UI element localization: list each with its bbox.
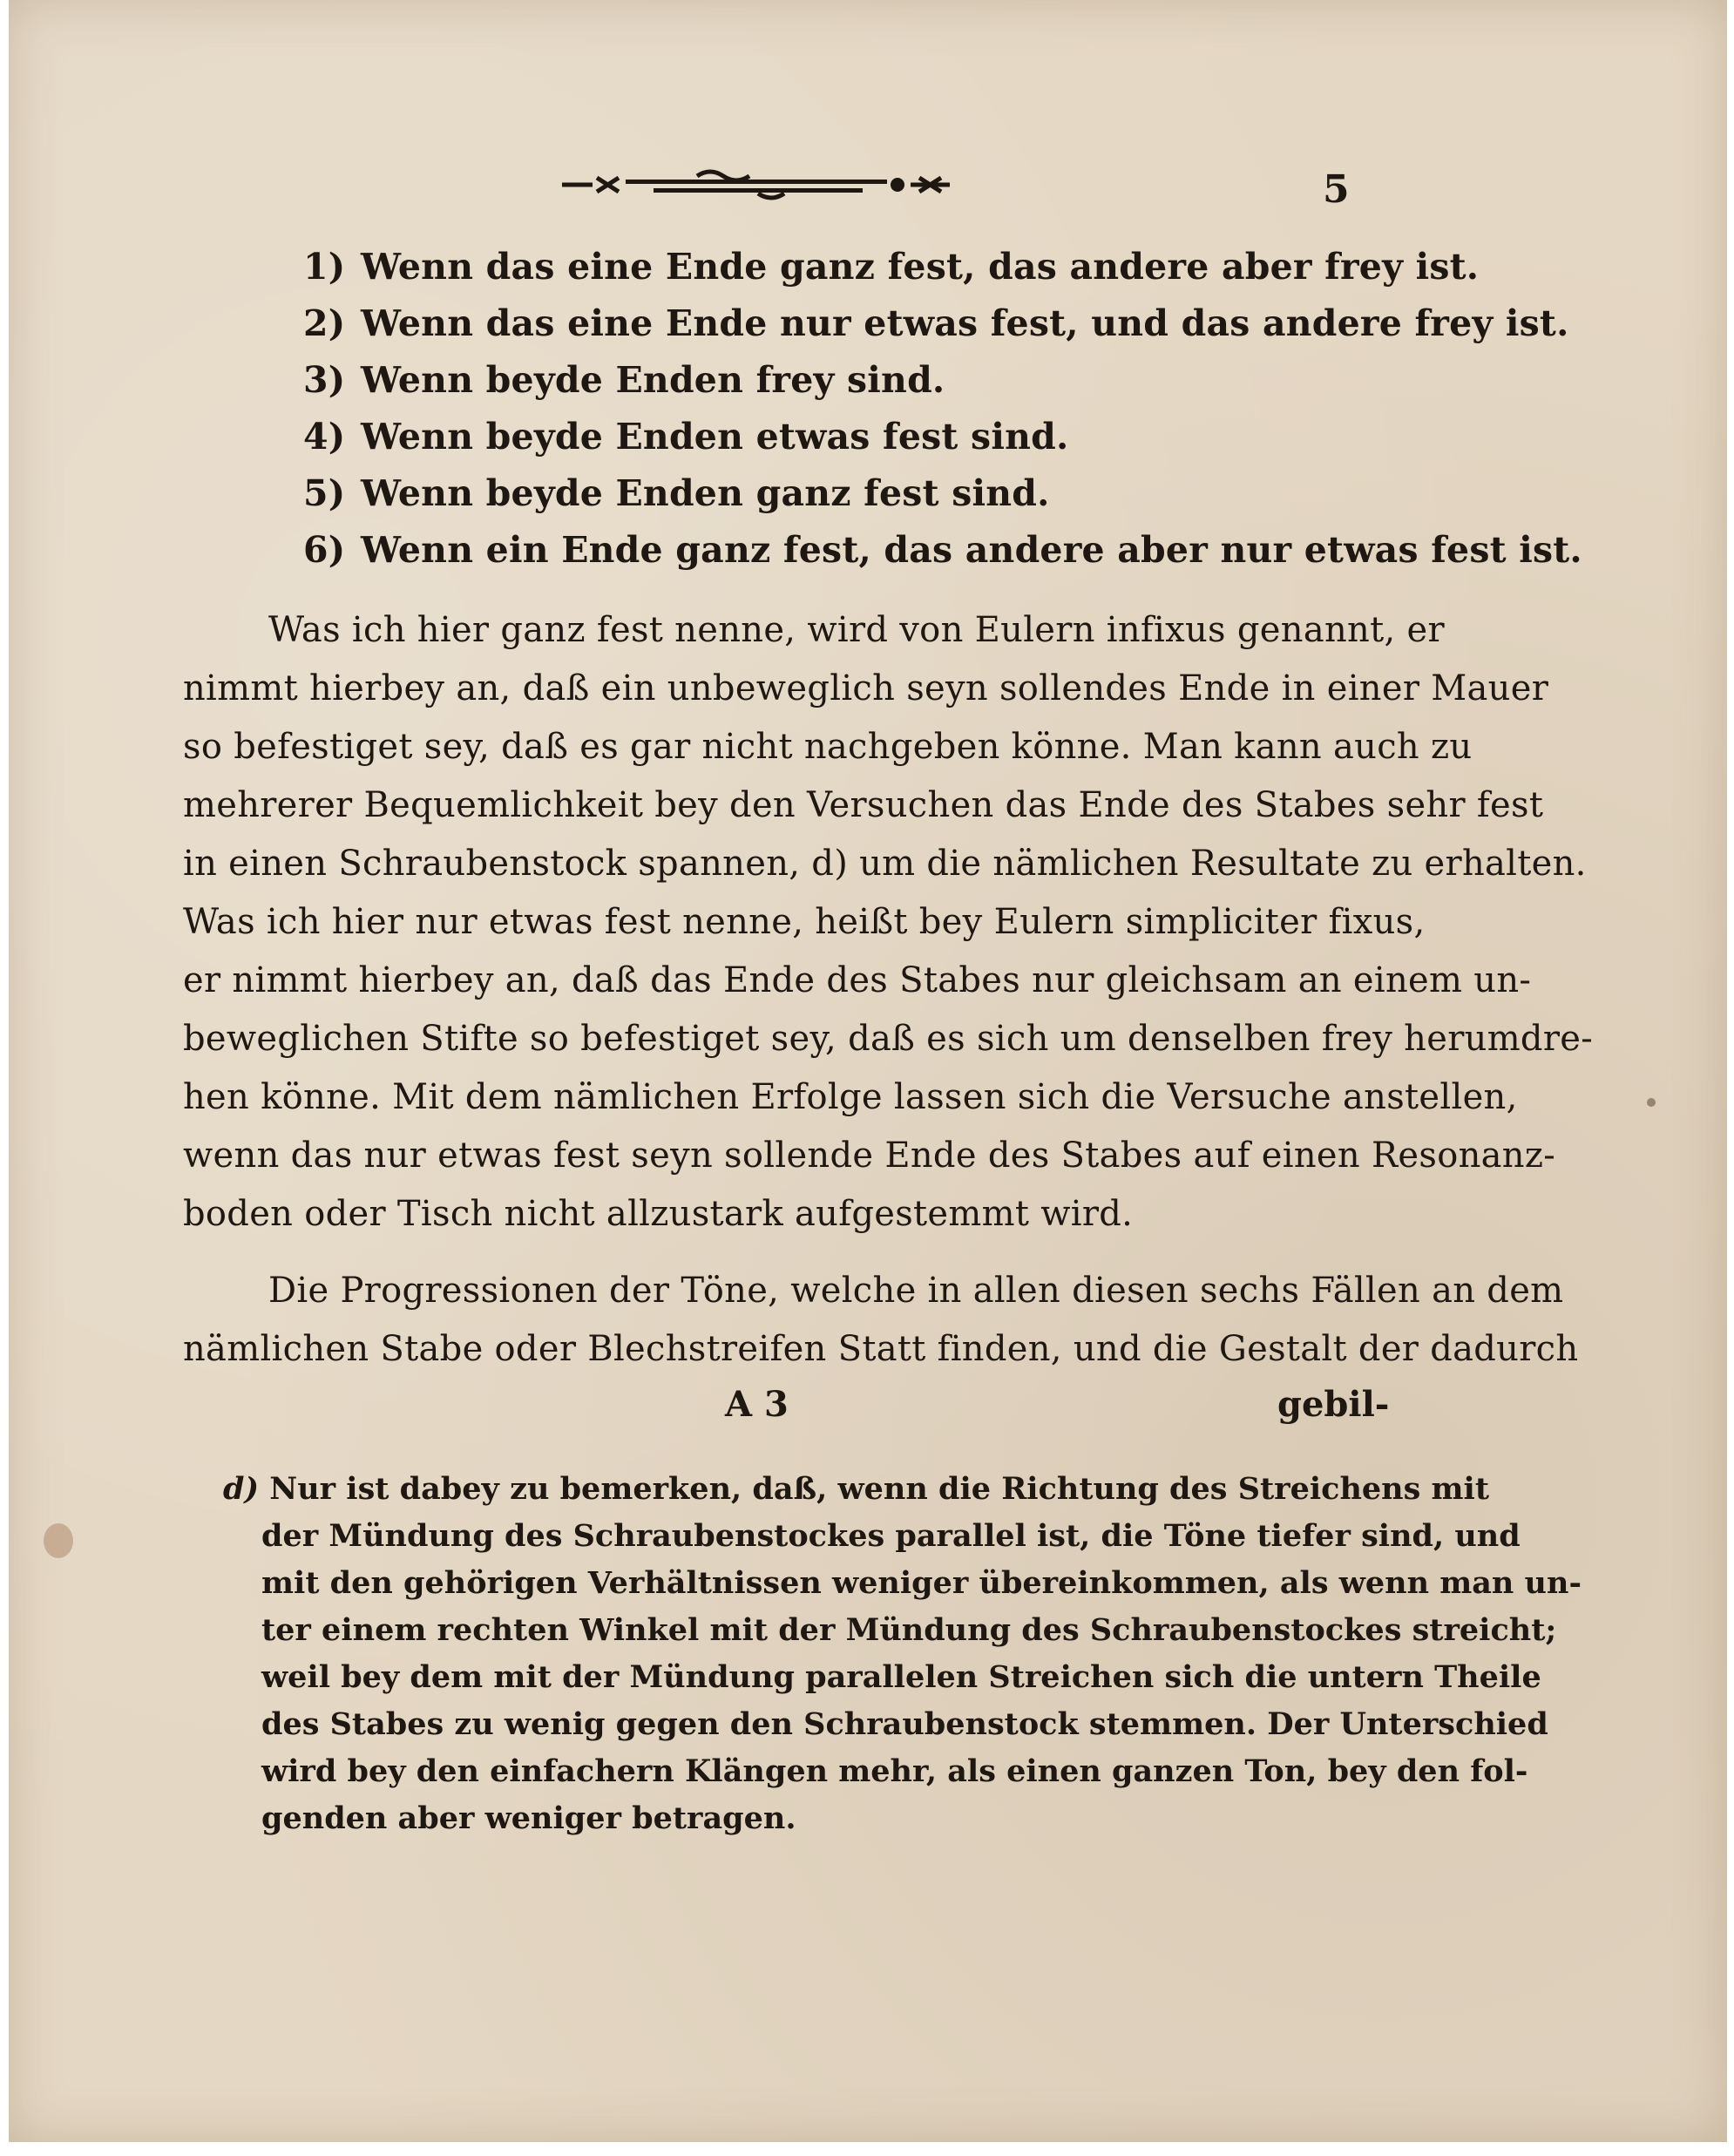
paragraph-line: wenn das nur etwas fest seyn sollende Ende des Stabes auf einen Resonanz- (183, 1136, 1556, 1176)
list-item (303, 359, 945, 401)
footnote-line: ter einem rechten Winkel mit der Mündung des Schraubenstockes streicht; (261, 1612, 1557, 1648)
list-item-number: 5) (303, 472, 346, 514)
list-item (303, 529, 1582, 571)
page-number: 5 (1323, 167, 1350, 212)
paragraph-line: mehrerer Bequemlichkeit bey den Versuchen das Ende des Stabes sehr fest (183, 785, 1544, 825)
footnote-line: weil bey dem mit der Mündung parallelen Streichen sich die untern Theile (261, 1659, 1541, 1695)
list-item-text: Wenn beyde Enden etwas fest sind. (361, 416, 1069, 458)
footnote-line: der Mündung des Schraubenstockes parallel ist, die Töne tiefer sind, und (261, 1518, 1521, 1554)
list-item-number: 1) (303, 246, 346, 288)
paragraph-line: boden oder Tisch nicht allzustark aufgestemmt wird. (183, 1194, 1134, 1234)
list-item-text: Wenn beyde Enden frey sind. (361, 359, 945, 401)
header-ornament-icon (558, 167, 954, 202)
list-item-text: Wenn das eine Ende ganz fest, das andere aber frey ist. (361, 246, 1480, 288)
signature-mark: A 3 (725, 1384, 789, 1425)
paragraph-line: Was ich hier nur etwas fest nenne, heißt bey Eulern simpliciter fixus, (183, 902, 1426, 942)
paragraph-line: hen könne. Mit dem nämlichen Erfolge lassen sich die Versuche anstellen, (183, 1077, 1518, 1117)
list-item (303, 416, 1068, 458)
paper-stain (44, 1523, 73, 1558)
list-item-number: 6) (303, 529, 346, 571)
footnote-line (223, 1471, 1489, 1507)
paragraph-line: beweglichen Stifte so befestiget sey, daß es sich um denselben frey herumdre- (183, 1019, 1594, 1059)
paragraph-line: in einen Schraubenstock spannen, d) um die nämlichen Resultate zu erhalten. (183, 844, 1587, 884)
list-item-number: 2) (303, 302, 346, 344)
paragraph-line: er nimmt hierbey an, daß das Ende des Stabes nur gleichsam an einem un- (183, 960, 1532, 1000)
list-item (303, 302, 1569, 344)
footnote-line: mit den gehörigen Verhältnissen weniger übereinkommen, als wenn man un- (261, 1565, 1582, 1601)
paragraph-line: nämlichen Stabe oder Blechstreifen Statt finden, und die Gestalt der dadurch (183, 1329, 1579, 1369)
footnote-line: des Stabes zu wenig gegen den Schraubenstock stemmen. Der Unterschied (261, 1706, 1548, 1742)
footnote-line: genden aber weniger betragen. (261, 1800, 796, 1836)
paragraph-line: so befestiget sey, daß es gar nicht nachgeben könne. Man kann auch zu (183, 727, 1473, 767)
list-item-text: Wenn beyde Enden ganz fest sind. (361, 472, 1050, 514)
paragraph-line: nimmt hierbey an, daß ein unbeweglich seyn sollendes Ende in einer Mauer (183, 668, 1549, 708)
list-item-text: Wenn das eine Ende nur etwas fest, und das andere frey ist. (361, 302, 1569, 344)
list-item-number: 3) (303, 359, 346, 401)
paragraph-line: Was ich hier ganz fest nenne, wird von Eulern infixus genannt, er (268, 610, 1445, 650)
list-item (303, 472, 1050, 514)
list-item-text: Wenn ein Ende ganz fest, das andere aber nur etwas fest ist. (361, 529, 1582, 571)
footnote-mark: d) (223, 1471, 260, 1507)
footnote-text: Nur ist dabey zu bemerken, daß, wenn die Richtung des Streichens mit (269, 1471, 1489, 1507)
footnote-line: wird bey den einfachern Klängen mehr, als einen ganzen Ton, bey den fol- (261, 1753, 1528, 1789)
list-item-number: 4) (303, 416, 346, 458)
catchword: gebil- (1277, 1384, 1390, 1425)
list-item (303, 246, 1479, 288)
book-page (9, 0, 1727, 2142)
paragraph-line: Die Progressionen der Töne, welche in allen diesen sechs Fällen an dem (268, 1271, 1564, 1311)
paper-stain (1647, 1098, 1656, 1107)
